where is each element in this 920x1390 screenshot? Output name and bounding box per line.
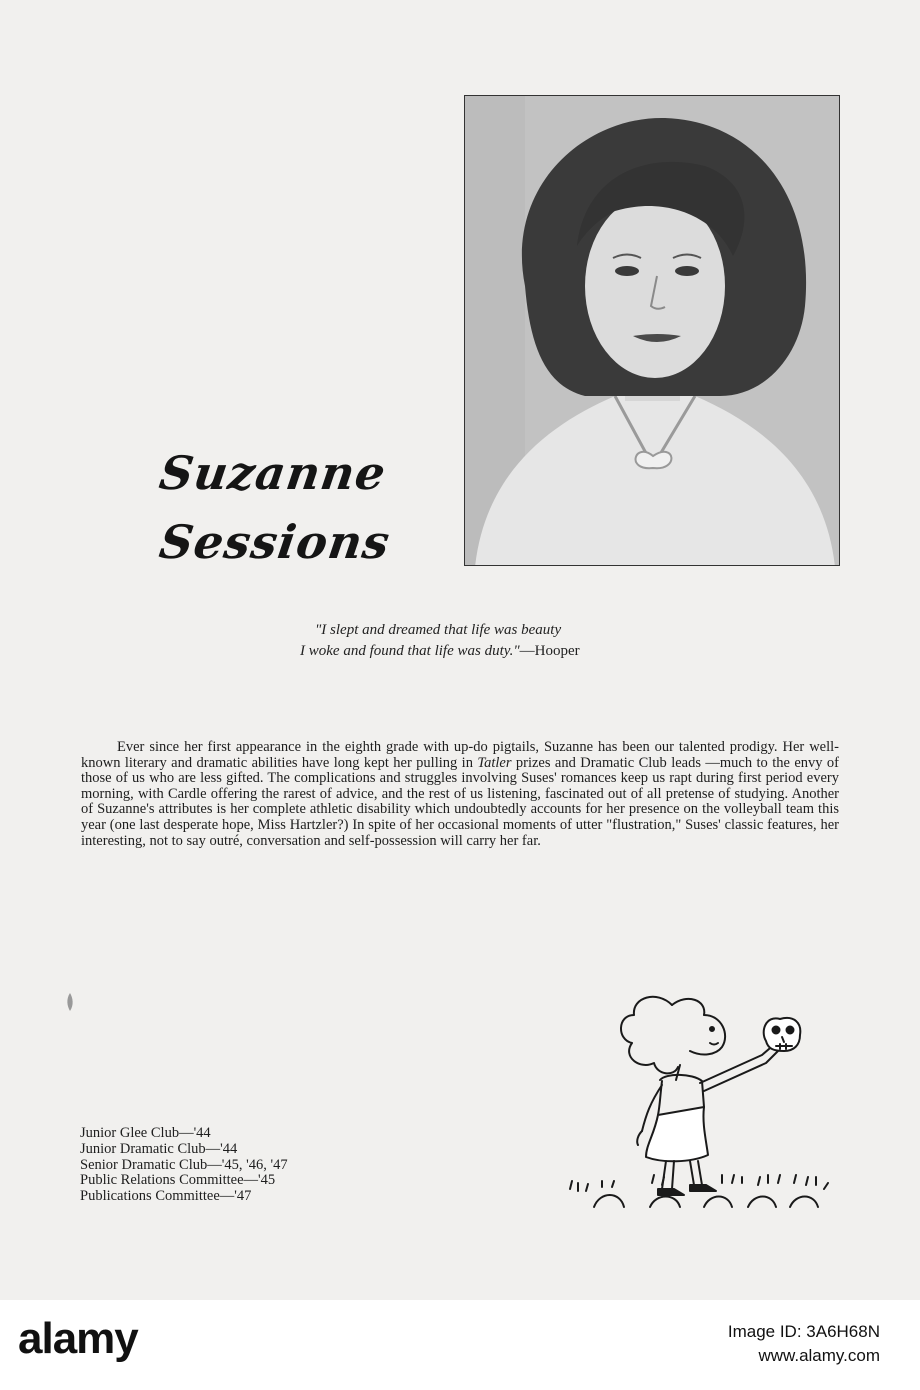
- activities-list: [80, 1126, 288, 1205]
- quote-line-2-text: I woke and found that life was duty.": [300, 643, 520, 659]
- quote-attribution: —Hooper: [519, 643, 580, 659]
- name-first-line: Suzanne: [156, 446, 390, 500]
- activity-item: Public Relations Committee—'45: [80, 1172, 276, 1189]
- site-url: www.alamy.com: [758, 1346, 880, 1365]
- portrait-icon: [465, 96, 840, 566]
- bio-paragraph: [81, 740, 839, 849]
- activity-item: Senior Dramatic Club—'45, '46, '47: [80, 1156, 288, 1173]
- activity-item: Publications Committee—'47: [80, 1188, 252, 1205]
- portrait-photo: [464, 95, 840, 566]
- activity-item: Junior Dramatic Club—'44: [80, 1140, 238, 1157]
- bio-part-2: prizes and Dramatic Club leads —much to the envy of those of us who are less gifted. The complications and struggles involving Suses' romances keep us rapt during first period every morning, with Cardle offering the rarest of advice, and the rest of us listening, fascinated out of all pretense of studying. Another of Suzanne's attributes is her complete athletic disability which undoubtedly accounts for her presence on the volleyball team this year (one last desperate hope, Miss Hartzler?) In spite of her occasional moments of utter "flustration," Suses' classic features, her interesting, not to say outré, conversation and self-possession will carry her far.: [81, 754, 839, 849]
- image-id: Image ID: 3A6H68N: [727, 1322, 880, 1341]
- quote-block: [300, 620, 580, 662]
- girl-with-skull-sketch: [562, 985, 832, 1210]
- image-info: [728, 1320, 880, 1368]
- bio-part-1: Ever since her first appearance in the eighth grade with up-do pigtails, Suzanne has been our talented prodigy. Her well-known literary and dramatic abilities have long kept her pulling in: [81, 739, 839, 771]
- alamy-logo: alamy: [18, 1314, 138, 1363]
- bio-tatler: Tatler: [477, 754, 512, 771]
- quote-line-2: [300, 641, 580, 662]
- smudge-mark: [66, 993, 74, 1011]
- activity-item: Junior Glee Club—'44: [80, 1125, 211, 1141]
- stock-footer: [0, 1300, 920, 1390]
- name-last-line: Sessions: [156, 515, 394, 569]
- quote-line-1: "I slept and dreamed that life was beauty: [315, 622, 562, 638]
